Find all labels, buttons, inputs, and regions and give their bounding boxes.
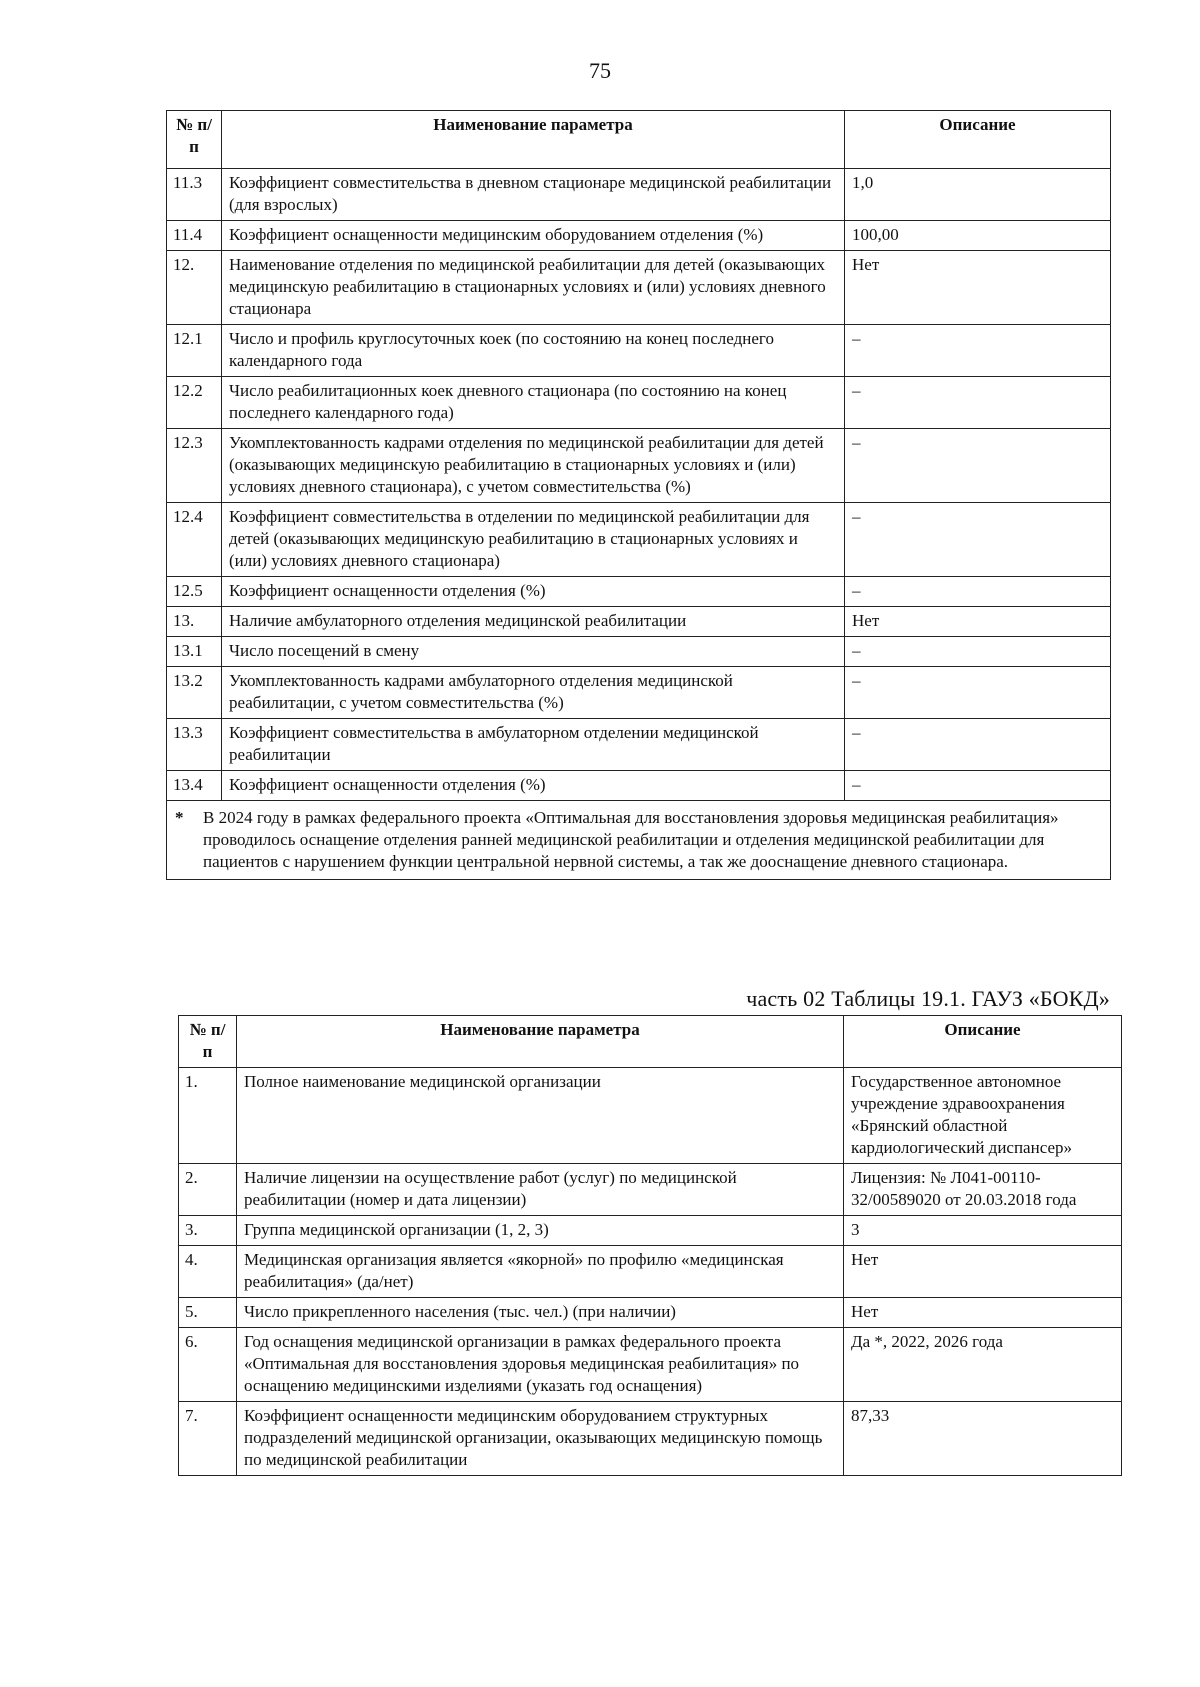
row-parameter: Наименование отделения по медицинской реабилитации для детей (оказывающих медицинскую реабилитацию в стационарных условиях и (или) условиях дневного стационара [222, 251, 845, 325]
row-number: 13. [167, 607, 222, 637]
row-description: Нет [844, 1298, 1122, 1328]
row-description: – [845, 577, 1111, 607]
table-row [167, 607, 1111, 637]
row-parameter: Число реабилитационных коек дневного стационара (по состоянию на конец последнего календарного года) [222, 377, 845, 429]
row-number: 12. [167, 251, 222, 325]
table-row [167, 377, 1111, 429]
row-number: 6. [179, 1328, 237, 1402]
table-row [167, 251, 1111, 325]
row-number: 13.1 [167, 637, 222, 667]
row-description: 100,00 [845, 221, 1111, 251]
table-row [179, 1298, 1122, 1328]
header-description: Описание [845, 111, 1111, 169]
row-description: – [845, 637, 1111, 667]
table-row [167, 429, 1111, 503]
row-parameter: Укомплектованность кадрами отделения по медицинской реабилитации для детей (оказывающих медицинскую реабилитацию в стационарных условиях и (или) условиях дневного стационара), с учетом совместительства (%) [222, 429, 845, 503]
row-parameter: Коэффициент совместительства в дневном стационаре медицинской реабилитации (для взрослых) [222, 169, 845, 221]
row-parameter: Число и профиль круглосуточных коек (по состоянию на конец последнего календарного года [222, 325, 845, 377]
footnote-marker: * [175, 808, 184, 827]
row-description: Государственное автономное учреждение здравоохранения «Брянский областной кардиологический диспансер» [844, 1068, 1122, 1164]
organization-table [178, 1015, 1122, 1476]
row-description: – [845, 503, 1111, 577]
row-description: Нет [845, 607, 1111, 637]
row-number: 13.4 [167, 771, 222, 801]
row-number: 12.5 [167, 577, 222, 607]
table-row [167, 577, 1111, 607]
table-row [167, 771, 1111, 801]
row-description: – [845, 719, 1111, 771]
row-description: Нет [844, 1246, 1122, 1298]
row-number: 12.1 [167, 325, 222, 377]
row-description: 87,33 [844, 1402, 1122, 1476]
row-description: Лицензия: № Л041-00110-32/00589020 от 20.03.2018 года [844, 1164, 1122, 1216]
parameters-table-continued [166, 110, 1111, 880]
row-description: Да *, 2022, 2026 года [844, 1328, 1122, 1402]
row-description: – [845, 377, 1111, 429]
row-number: 12.2 [167, 377, 222, 429]
table-row [167, 719, 1111, 771]
row-number: 1. [179, 1068, 237, 1164]
row-number: 13.3 [167, 719, 222, 771]
table-header-row [167, 111, 1111, 169]
row-parameter: Коэффициент оснащенности медицинским оборудованием структурных подразделений медицинской организации, оказывающих медицинскую помощь по медицинской реабилитации [237, 1402, 844, 1476]
row-number: 12.4 [167, 503, 222, 577]
table-row [179, 1164, 1122, 1216]
table-row [167, 169, 1111, 221]
row-parameter: Группа медицинской организации (1, 2, 3) [237, 1216, 844, 1246]
row-parameter: Коэффициент совместительства в отделении по медицинской реабилитации для детей (оказывающих медицинскую реабилитацию в стационарных условиях и (или) условиях дневного стационара) [222, 503, 845, 577]
row-parameter: Укомплектованность кадрами амбулаторного отделения медицинской реабилитации, с учетом совместительства (%) [222, 667, 845, 719]
table-row [167, 325, 1111, 377]
row-number: 11.3 [167, 169, 222, 221]
row-description: – [845, 429, 1111, 503]
row-parameter: Наличие амбулаторного отделения медицинской реабилитации [222, 607, 845, 637]
table-row [179, 1216, 1122, 1246]
table-row [179, 1246, 1122, 1298]
row-description: – [845, 325, 1111, 377]
row-description: – [845, 667, 1111, 719]
table-row [179, 1328, 1122, 1402]
header-parameter-name: Наименование параметра [222, 111, 845, 169]
row-number: 3. [179, 1216, 237, 1246]
header-description: Описание [844, 1016, 1122, 1068]
footnote-row [167, 801, 1111, 880]
table-row [167, 667, 1111, 719]
page-number: 75 [589, 58, 611, 83]
row-description: 1,0 [845, 169, 1111, 221]
header-number: № п/п [167, 111, 222, 169]
row-parameter: Полное наименование медицинской организации [237, 1068, 844, 1164]
header-number: № п/п [179, 1016, 237, 1068]
row-number: 7. [179, 1402, 237, 1476]
row-parameter: Наличие лицензии на осуществление работ (услуг) по медицинской реабилитации (номер и дата лицензии) [237, 1164, 844, 1216]
row-parameter: Коэффициент оснащенности отделения (%) [222, 577, 845, 607]
table-row [167, 637, 1111, 667]
row-parameter: Медицинская организация является «якорной» по профилю «медицинская реабилитация» (да/нет) [237, 1246, 844, 1298]
row-number: 11.4 [167, 221, 222, 251]
table-header-row [179, 1016, 1122, 1068]
table-row [179, 1068, 1122, 1164]
row-number: 5. [179, 1298, 237, 1328]
footnote-cell [167, 801, 1111, 880]
table-row [167, 503, 1111, 577]
row-number: 4. [179, 1246, 237, 1298]
table-row [167, 221, 1111, 251]
row-description: 3 [844, 1216, 1122, 1246]
row-parameter: Коэффициент оснащенности медицинским оборудованием отделения (%) [222, 221, 845, 251]
row-description: Нет [845, 251, 1111, 325]
table-caption: часть 02 Таблицы 19.1. ГАУЗ «БОКД» [746, 986, 1110, 1011]
row-parameter: Коэффициент оснащенности отделения (%) [222, 771, 845, 801]
table-row [179, 1402, 1122, 1476]
footnote-text: В 2024 году в рамках федерального проекта «Оптимальная для восстановления здоровья медицинская реабилитация» проводилось оснащение отделения ранней медицинской реабилитации и отделения медицинской реабилитации для пациентов с нарушением функции центральной нервной системы, а так же дооснащение дневного стационара. [203, 808, 1059, 871]
row-description: – [845, 771, 1111, 801]
row-number: 2. [179, 1164, 237, 1216]
row-parameter: Число посещений в смену [222, 637, 845, 667]
row-parameter: Число прикрепленного населения (тыс. чел.) (при наличии) [237, 1298, 844, 1328]
row-number: 13.2 [167, 667, 222, 719]
row-parameter: Год оснащения медицинской организации в рамках федерального проекта «Оптимальная для восстановления здоровья медицинская реабилитация» по оснащению медицинскими изделиями (указать год оснащения) [237, 1328, 844, 1402]
row-parameter: Коэффициент совместительства в амбулаторном отделении медицинской реабилитации [222, 719, 845, 771]
header-parameter-name: Наименование параметра [237, 1016, 844, 1068]
row-number: 12.3 [167, 429, 222, 503]
